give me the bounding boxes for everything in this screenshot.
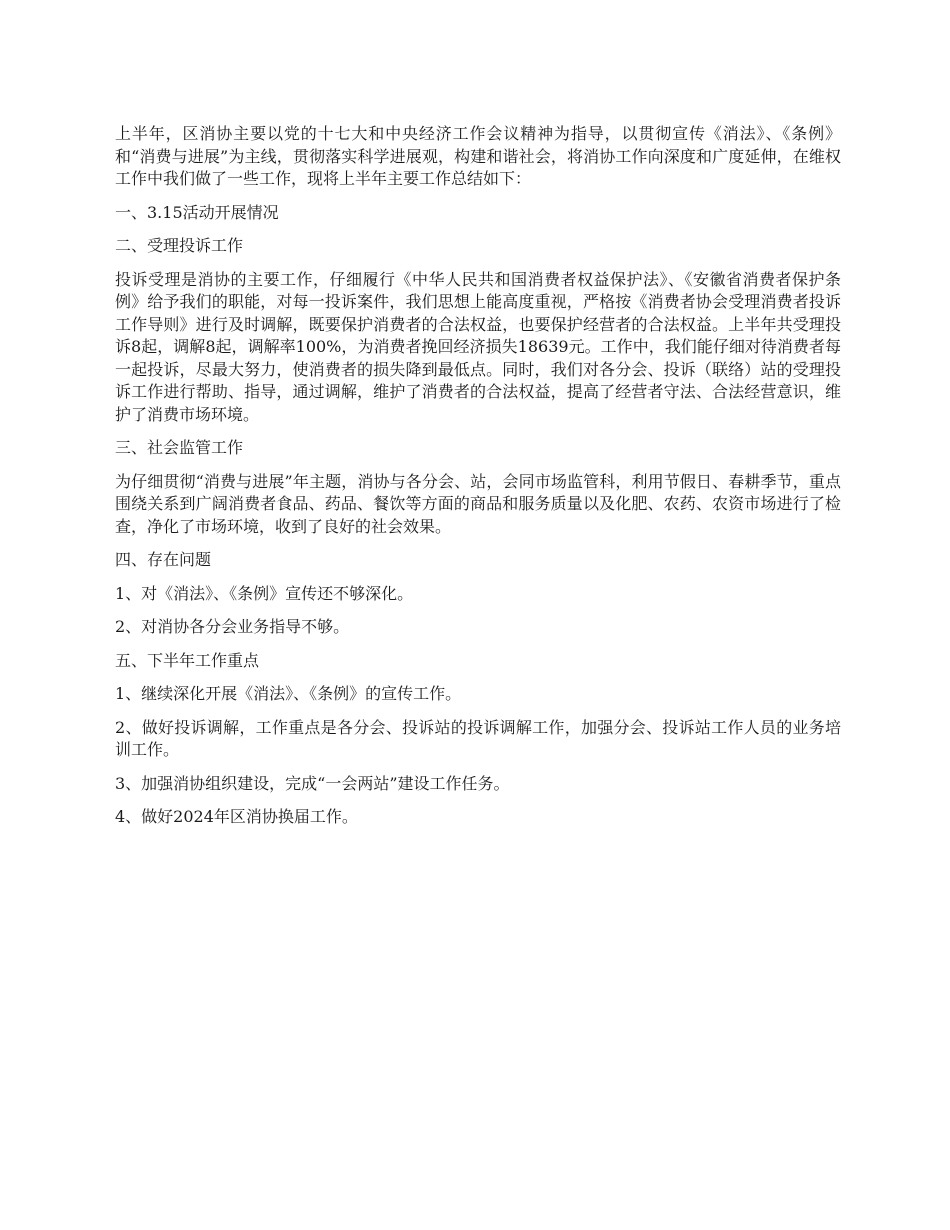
problem-item-2: 2、对消协各分会业务指导不够。 [115, 617, 350, 636]
section-heading-problems: 四、存在问题 [115, 550, 212, 569]
plan-item-3: 3、加强消协组织建设，完成“一会两站”建设工作任务。 [115, 773, 510, 793]
plan-item-2: 2、做好投诉调解，工作重点是各分会、投诉站的投诉调解工作，加强分会、投诉站工作人员的业务培训工作。 [115, 717, 841, 759]
supervision-paragraph: 为仔细贯彻“消费与进展”年主题，消协与各分会、站，会同市场监管科，利用节假日、春耕季节，重点围绕关系到广阔消费者食品、药品、餐饮等方面的商品和服务质量以及化肥、农药、农资市场进行了检查，净化了市场环境，收到了良好的社会效果。 [115, 471, 841, 536]
section-heading-next-half: 五、下半年工作重点 [115, 650, 260, 670]
intro-paragraph: 上半年，区消协主要以党的十七大和中央经济工作会议精神为指导，以贯彻宣传《消法》、《条例》和“消费与进展”为主线，贯彻落实科学进展观，构建和谐社会，将消协工作向深度和广度延伸，在维权工作中我们做了一些工作，现将上半年主要工作总结如下： [115, 124, 841, 188]
section-heading-complaints: 二、受理投诉工作 [115, 236, 244, 255]
section-heading-supervision: 三、社会监管工作 [115, 438, 244, 457]
problem-item-1: 1、对《消法》、《条例》宣传还不够深化。 [115, 583, 414, 603]
plan-item-4: 4、做好2024年区消协换届工作。 [115, 807, 358, 826]
section-heading-315: 一、3.15活动开展情况 [115, 202, 279, 222]
complaints-paragraph: 投诉受理是消协的主要工作，仔细履行《中华人民共和国消费者权益保护法》、《安徽省消费者保护条例》给予我们的职能，对每一投诉案件，我们思想上能高度重视，严格按《消费者协会受理消费者投诉工作导则》进行及时调解，既要保护消费者的合法权益，也要保护经营者的合法权益。上半年共受理投诉8起，调解8起，调解率100%，为消费者挽回经济损失18639元。工作中，我们能仔细对待消费者每一起投诉，尽最大努力，使消费者的损失降到最低点。同时，我们对各分会、投诉（联络）站的受理投诉工作进行帮助、指导，通过调解，维护了消费者的合法权益，提高了经营者守法、合法经营意识，维护了消费市场环境。 [115, 269, 841, 424]
document-page [115, 123, 841, 840]
plan-item-1: 1、继续深化开展《消法》、《条例》的宣传工作。 [115, 684, 462, 703]
